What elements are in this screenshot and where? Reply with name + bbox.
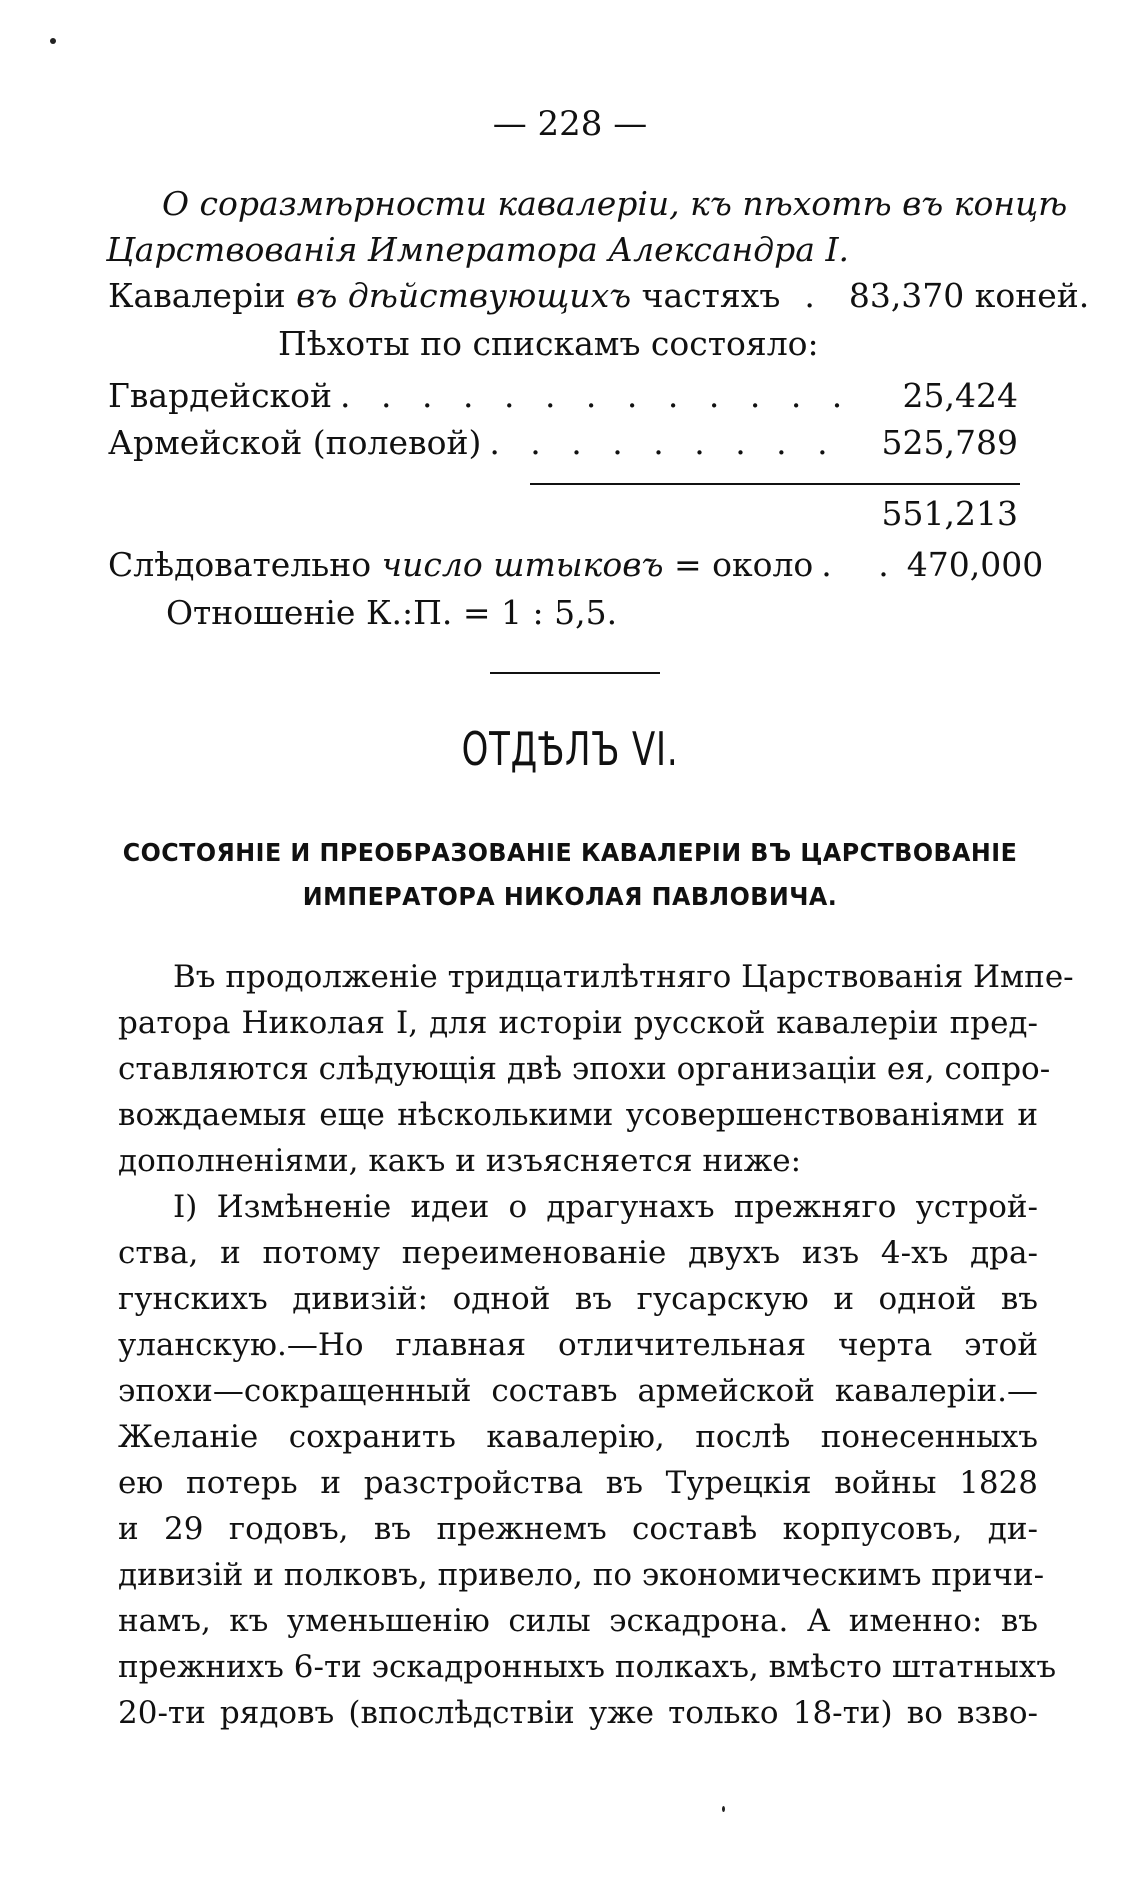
sum-rule — [530, 483, 1020, 485]
infantry-row-value: 525,789 — [881, 423, 1018, 462]
section-divider — [490, 672, 660, 674]
bayonets-value: 470,000 — [906, 545, 1044, 584]
print-speck — [50, 38, 56, 44]
body-line: эпохи—сокращенный составъ армейской кавалеріи.— — [118, 1373, 1038, 1409]
body-line: I) Измѣненіе идеи о драгунахъ прежняго устрой- — [173, 1189, 1038, 1225]
body-line: прежнихъ 6-ти эскадронныхъ полкахъ, вмѣсто штатныхъ — [118, 1649, 1057, 1685]
infantry-total: 551,213 — [881, 494, 1018, 533]
infantry-row-dots: . . . . . . . . . — [489, 423, 838, 462]
cavalry-label-c: частяхъ — [631, 276, 781, 315]
bayonets-label-b: число штыковъ — [381, 545, 664, 584]
cavalry-label-b: въ дѣйствующихъ — [296, 276, 632, 315]
infantry-row-dots: . . . . . . . . . . . . . — [340, 376, 853, 415]
body-line: уланскую.—Но главная отличительная черта этой — [118, 1327, 1038, 1363]
infantry-header: Пѣхоты по спискамъ состояло: — [278, 324, 819, 363]
body-line: 20-ти рядовъ (впослѣдствіи уже только 18-ти) во взво- — [118, 1695, 1038, 1731]
body-line: вождаемыя еще нѣсколькими усовершенствованіями и — [118, 1097, 1038, 1133]
section-title: ОТДѢЛЪ VI. — [461, 722, 679, 776]
bayonets-label-a: Слѣдовательно — [108, 545, 382, 584]
print-speck — [722, 1806, 725, 1812]
body-line: гунскихъ дивизій: одной въ гусарскую и одной въ — [118, 1281, 1038, 1317]
intro-line-1: О соразмѣрности кавалеріи, къ пѣхотѣ въ концѣ — [162, 184, 1068, 223]
body-line: и 29 годовъ, въ прежнемъ составѣ корпусовъ, ди- — [118, 1511, 1038, 1547]
bayonets-dots: . . — [821, 545, 907, 584]
cavalry-label — [108, 276, 780, 316]
infantry-row-label: Армейской (полевой) — [108, 423, 482, 462]
bayonets-label — [108, 545, 813, 585]
body-line: ею потерь и разстройства въ Турецкія войны 1828 — [118, 1465, 1038, 1501]
body-line: ратора Николая I, для исторіи русской кавалеріи пред- — [118, 1005, 1038, 1041]
cavalry-label-a: Кавалеріи — [108, 276, 297, 315]
chapter-heading-line-2: ИМПЕРАТОРА НИКОЛАЯ ПАВЛОВИЧА. — [302, 882, 838, 911]
page-number: — 228 — — [492, 104, 648, 144]
cavalry-dots: . — [804, 276, 825, 315]
chapter-heading-line-1: СОСТОЯНІЕ И ПРЕОБРАЗОВАНІЕ КАВАЛЕРІИ ВЪ ЦАРСТВОВАНІЕ — [122, 838, 1018, 867]
infantry-row-value: 25,424 — [902, 376, 1018, 415]
body-paragraphs — [118, 954, 1074, 1736]
intro-line-2: Царствованія Императора Александра I. — [106, 230, 849, 269]
body-line: ства, и потому переименованіе двухъ изъ 4-хъ дра- — [118, 1235, 1038, 1271]
body-line: дополненіями, какъ и изъясняется ниже: — [118, 1143, 802, 1179]
infantry-row-label: Гвардейской — [108, 376, 333, 415]
body-line: дивизій и полковъ, привело, по экономическимъ причи- — [118, 1557, 1045, 1593]
body-line: Въ продолженіе тридцатилѣтняго Царствованія Импе- — [173, 959, 1074, 995]
body-line: ставляются слѣдующія двѣ эпохи организаціи ея, сопро- — [118, 1051, 1051, 1087]
bayonets-label-c: = около — [663, 545, 814, 584]
infantry-row — [108, 423, 1018, 463]
cavalry-value: 83,370 коней. — [848, 276, 1090, 315]
body-line: Желаніе сохранить кавалерію, послѣ понесенныхъ — [118, 1419, 1038, 1455]
infantry-row — [108, 376, 1018, 416]
bayonets-row — [108, 545, 1044, 585]
body-line: намъ, къ уменьшенію силы эскадрона. А именно: въ — [118, 1603, 1038, 1639]
ratio-line: Отношеніе К.:П. = 1 : 5,5. — [166, 593, 618, 632]
cavalry-row — [108, 276, 1090, 316]
